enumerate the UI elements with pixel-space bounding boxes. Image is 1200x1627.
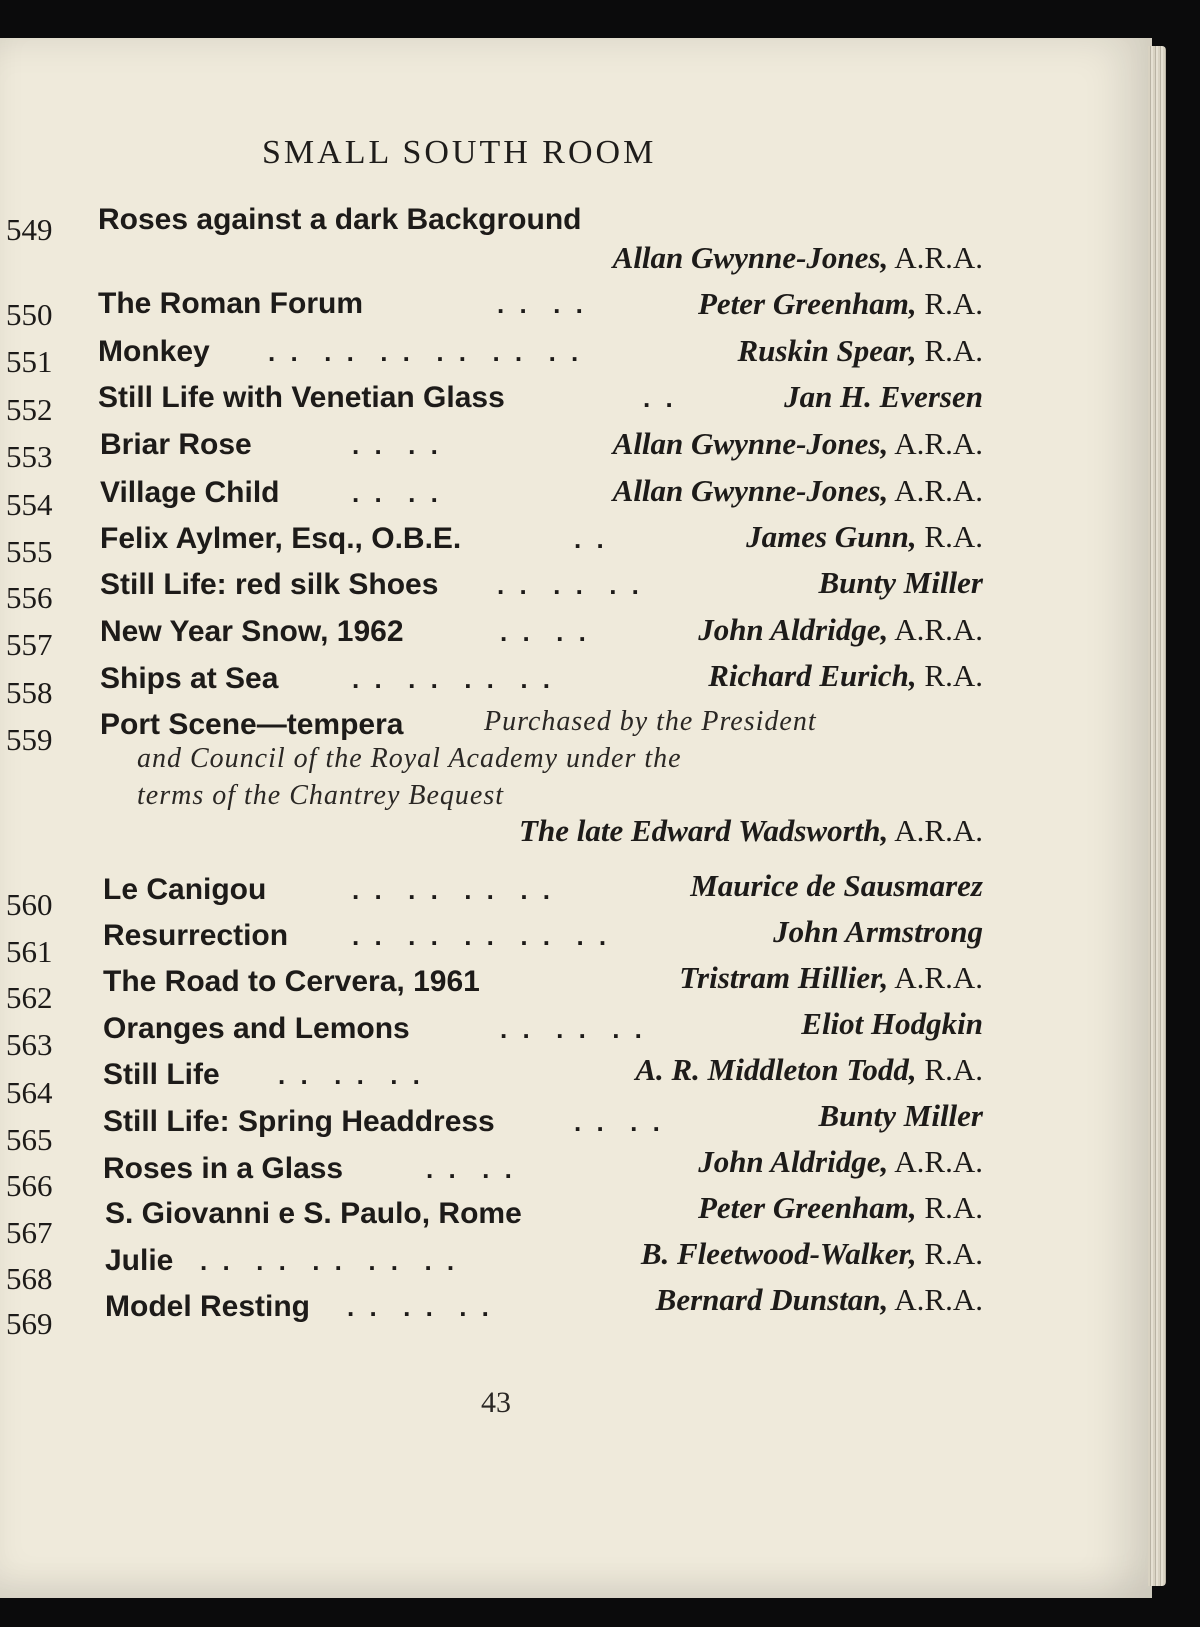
- entry-title: Briar Rose: [100, 428, 252, 461]
- entry-artist: [690, 868, 983, 904]
- entry-artist: [613, 426, 983, 462]
- artist-name: Peter Greenham,: [697, 286, 917, 321]
- leader-dots: . . . . . . . .: [352, 664, 555, 694]
- artist-name: John Armstrong: [773, 914, 983, 949]
- entry-title: Felix Aylmer, Esq., O.B.E.: [100, 522, 462, 555]
- artist-suffix: A.R.A.: [888, 473, 983, 508]
- entry-artist: [679, 960, 983, 996]
- artist-suffix: A.R.A.: [888, 240, 983, 275]
- entry-number: 567: [6, 1215, 53, 1250]
- artist-suffix: A.R.A.: [888, 813, 983, 848]
- entry-artist: [519, 813, 983, 849]
- entry-number: 560: [6, 887, 53, 922]
- artist-suffix: R.A.: [916, 333, 983, 368]
- artist-name: John Aldridge,: [698, 1144, 889, 1179]
- entry-title: Ships at Sea: [100, 662, 279, 695]
- artist-suffix: R.A.: [916, 519, 983, 554]
- entry-number: 558: [6, 675, 53, 710]
- entry-number: 550: [6, 297, 53, 332]
- leader-dots: . . . . . .: [500, 1014, 646, 1044]
- leader-dots: . . . .: [497, 289, 587, 319]
- artist-name: Tristram Hillier,: [679, 960, 889, 995]
- artist-suffix: R.A.: [916, 1190, 983, 1225]
- entry-artist: [641, 1236, 983, 1272]
- entry-title: New Year Snow, 1962: [100, 615, 404, 648]
- leader-dots: . . . . . . . . . .: [352, 921, 611, 951]
- entry-artist: [818, 565, 983, 601]
- artist-name: John Aldridge,: [698, 612, 889, 647]
- artist-name: Eliot Hodgkin: [801, 1006, 983, 1041]
- entry-number: 569: [6, 1306, 53, 1341]
- leader-dots: . . . .: [574, 1107, 664, 1137]
- artist-name: The late Edward Wadsworth,: [519, 813, 889, 848]
- entry-artist: [698, 1190, 983, 1226]
- page-edges: [1148, 46, 1166, 1586]
- entry-number: 566: [6, 1168, 53, 1203]
- entry-number: 562: [6, 980, 53, 1015]
- entry-artist: [773, 914, 983, 950]
- entry-title: Le Canigou: [103, 873, 267, 906]
- artist-name: James Gunn,: [746, 519, 917, 554]
- entry-artist: [613, 473, 983, 509]
- entry-number: 556: [6, 580, 53, 615]
- entry-number: 549: [6, 212, 53, 247]
- entry-number: 554: [6, 487, 53, 522]
- entry-title: Model Resting: [105, 1290, 311, 1323]
- artist-name: Maurice de Sausmarez: [690, 868, 983, 903]
- leader-dots: . . . . . .: [347, 1292, 493, 1322]
- artist-name: A. R. Middleton Todd,: [635, 1052, 917, 1087]
- entry-artist: [708, 658, 983, 694]
- entry-artist: [613, 240, 983, 276]
- entry-title: Port Scene—tempera: [100, 708, 404, 741]
- artist-name: Allan Gwynne-Jones,: [612, 240, 889, 275]
- entry-title: Roses against a dark Background: [98, 203, 582, 236]
- artist-suffix: R.A.: [916, 658, 983, 693]
- leader-dots: . . . . . .: [497, 570, 643, 600]
- entry-artist: [737, 333, 983, 369]
- artist-name: Allan Gwynne-Jones,: [612, 426, 889, 461]
- entry-number: 561: [6, 934, 53, 969]
- entry-title: S. Giovanni e S. Paulo, Rome: [105, 1197, 522, 1230]
- artist-name: Peter Greenham,: [697, 1190, 917, 1225]
- entry-number: 559: [6, 722, 53, 757]
- entry-title: Oranges and Lemons: [103, 1012, 410, 1045]
- entry-number: 568: [6, 1261, 53, 1296]
- artist-name: Bunty Miller: [818, 1098, 983, 1133]
- artist-suffix: A.R.A.: [888, 426, 983, 461]
- entry-title: Still Life: red silk Shoes: [100, 568, 439, 601]
- entry-artist: [746, 519, 983, 555]
- entry-artist: [784, 379, 983, 415]
- entry-number: 565: [6, 1122, 53, 1157]
- leader-dots: . . . . . .: [278, 1060, 424, 1090]
- entry-artist: [656, 1282, 983, 1318]
- entry-title: The Roman Forum: [98, 287, 364, 320]
- leader-dots: . . . . . . . .: [352, 875, 555, 905]
- artist-suffix: A.R.A.: [888, 612, 983, 647]
- page-number: 43: [481, 1386, 511, 1419]
- entry-title: Still Life with Venetian Glass: [98, 381, 505, 414]
- purchase-note-line1: Purchased by the President: [484, 706, 817, 737]
- entry-number: 553: [6, 439, 53, 474]
- entry-title: Still Life: Spring Headdress: [103, 1105, 495, 1138]
- entry-artist: [801, 1006, 983, 1042]
- artist-name: Jan H. Eversen: [784, 379, 983, 414]
- artist-name: Ruskin Spear,: [737, 333, 917, 368]
- leader-dots: . .: [574, 524, 608, 554]
- artist-suffix: A.R.A.: [888, 1144, 983, 1179]
- entry-artist: [818, 1098, 983, 1134]
- entry-title: Resurrection: [103, 919, 289, 952]
- entry-artist: [635, 1052, 983, 1088]
- entry-number: 557: [6, 627, 53, 662]
- leader-dots: . . . . . . . . . . . .: [268, 337, 583, 367]
- artist-suffix: A.R.A.: [888, 960, 983, 995]
- artist-name: Bernard Dunstan,: [655, 1282, 889, 1317]
- entry-title: Julie: [105, 1244, 174, 1277]
- entry-artist: [698, 612, 983, 648]
- leader-dots: . . . .: [352, 478, 442, 508]
- entry-title: Roses in a Glass: [103, 1152, 344, 1185]
- leader-dots: . . . .: [426, 1154, 516, 1184]
- leader-dots: . . . .: [352, 430, 442, 460]
- entry-number: 552: [6, 392, 53, 427]
- entry-title: Still Life: [103, 1058, 220, 1091]
- entry-number: 564: [6, 1075, 53, 1110]
- artist-suffix: A.R.A.: [888, 1282, 983, 1317]
- leader-dots: . .: [643, 383, 677, 413]
- purchase-note-line2: and Council of the Royal Academy under the: [137, 743, 682, 774]
- artist-suffix: R.A.: [916, 1236, 983, 1271]
- artist-suffix: R.A.: [916, 286, 983, 321]
- artist-name: Richard Eurich,: [708, 658, 917, 693]
- entry-title: Monkey: [98, 335, 210, 368]
- artist-suffix: R.A.: [916, 1052, 983, 1087]
- entry-number: 551: [6, 344, 53, 379]
- entry-number: 563: [6, 1027, 53, 1062]
- artist-name: Bunty Miller: [818, 565, 983, 600]
- entry-title: Village Child: [100, 476, 280, 509]
- entry-title: The Road to Cervera, 1961: [103, 965, 480, 998]
- entry-number: 555: [6, 534, 53, 569]
- leader-dots: . . . . . . . . . .: [200, 1246, 459, 1276]
- artist-name: Allan Gwynne-Jones,: [612, 473, 889, 508]
- running-head: SMALL SOUTH ROOM: [262, 134, 657, 171]
- artist-name: B. Fleetwood-Walker,: [640, 1236, 917, 1271]
- entry-artist: [698, 286, 983, 322]
- entry-artist: [698, 1144, 983, 1180]
- purchase-note-line3: terms of the Chantrey Bequest: [137, 780, 505, 811]
- leader-dots: . . . .: [500, 617, 590, 647]
